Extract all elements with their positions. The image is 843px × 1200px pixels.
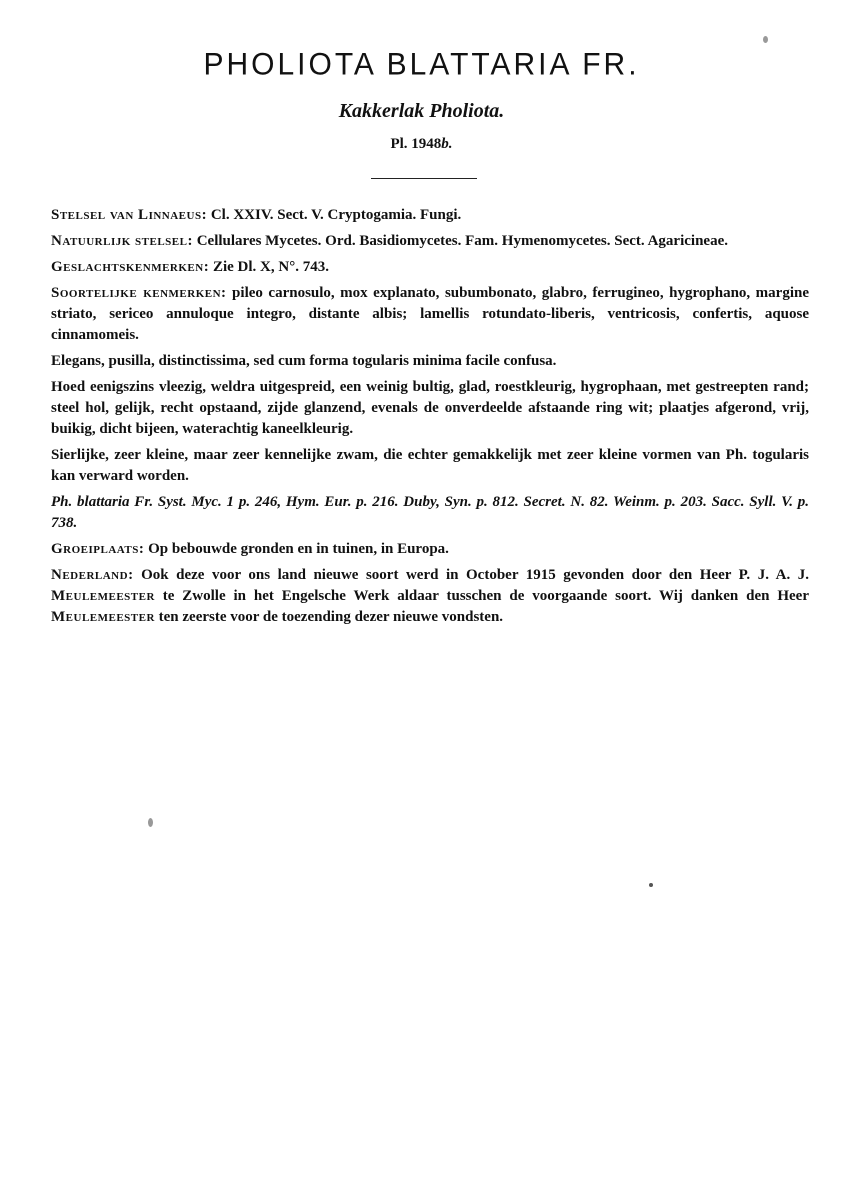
paragraph-elegans: Elegans, pusilla, distinctissima, sed cum forma togularis minima facile confusa. [51,353,557,369]
entry-geslacht [51,257,809,278]
paper-speck [763,36,768,43]
plate-number [0,136,843,153]
plate-number-main: Pl. 1948 [390,136,442,152]
entry-text: te Zwolle in het Engelsche Werk aldaar tusschen de voorgaande soort. Wij danken den Heer [154,588,809,604]
paper-speck [148,818,153,827]
entry-groeiplaats [51,539,809,560]
entry-linnaeus [51,205,809,226]
paragraph-hoed: Hoed eenigszins vleezig, weldra uitgespreid, een weinig bultig, glad, roestkleurig, hygrophaan, met gestreepten rand; steel hol, gelijk, recht opstaand, zijde glanzend, evenals de onverdeelde afstaande ring wit; plaatjes afgerond, vrij, buikig, dicht bijeen, waterachtig kaneelkleurig. [51,379,809,437]
plate-number-suffix: b. [441,136,453,152]
entry-text: Cellulares Mycetes. Ord. Basidiomycetes. Fam. Hymenomycetes. Sect. Agaricineae. [192,233,728,249]
paragraph-sierlijke: Sierlijke, zeer kleine, maar zeer kennelijke zwam, die echter gemakkelijk met zeer kleine vormen van Ph. togularis kan verward worden. [51,447,809,484]
entry-text: ten zeerste voor de toezending dezer nieuwe vondsten. [154,609,504,625]
entry-text: Zie Dl. X, N°. 743. [209,259,329,275]
entry-text: Op bebouwde gronden en in tuinen, in Europa. [144,541,449,557]
paper-speck [649,883,653,887]
body-text [51,205,809,633]
entry-label: Geslachtskenmerken: [51,259,210,275]
entry-label: Soortelijke kenmerken: [51,285,227,301]
entry-text: Cl. XXIV. Sect. V. Cryptogamia. Fungi. [207,207,462,223]
page-title: PHOLIOTA BLATTARIA FR. [203,47,640,82]
entry-soort [51,283,809,346]
person-name: Meulemeester [51,609,155,625]
entry-text: Ook deze voor ons land nieuwe soort werd in October 1915 gevonden door den Heer P. J. A. J. [133,567,809,583]
entry-label: Stelsel van Linnaeus: [51,207,208,223]
entry-label: Nederland: [51,567,134,583]
entry-natuurlijk [51,231,809,252]
person-name: Meulemeester [51,588,155,604]
page-subtitle: Kakkerlak Pholiota. [338,100,505,122]
title-divider [371,178,477,179]
entry-label: Groeiplaats: [51,541,145,557]
paragraph-references: Ph. blattaria Fr. Syst. Myc. 1 p. 246, Hym. Eur. p. 216. Duby, Syn. p. 812. Secret. N. 82. Weinm. p. 203. Sacc. Syll. V. p. 738. [51,494,809,531]
entry-text: pileo carnosulo, mox explanato, subumbonato, glabro, ferrugineo, hygrophano, margine striato, sericeo annuloque integro, distante albis; lamellis rotundato-liberis, ventricosis, confertis, aquose cinnamomeis. [51,285,809,343]
entry-label: Natuurlijk stelsel: [51,233,193,249]
entry-nederland [51,565,809,628]
